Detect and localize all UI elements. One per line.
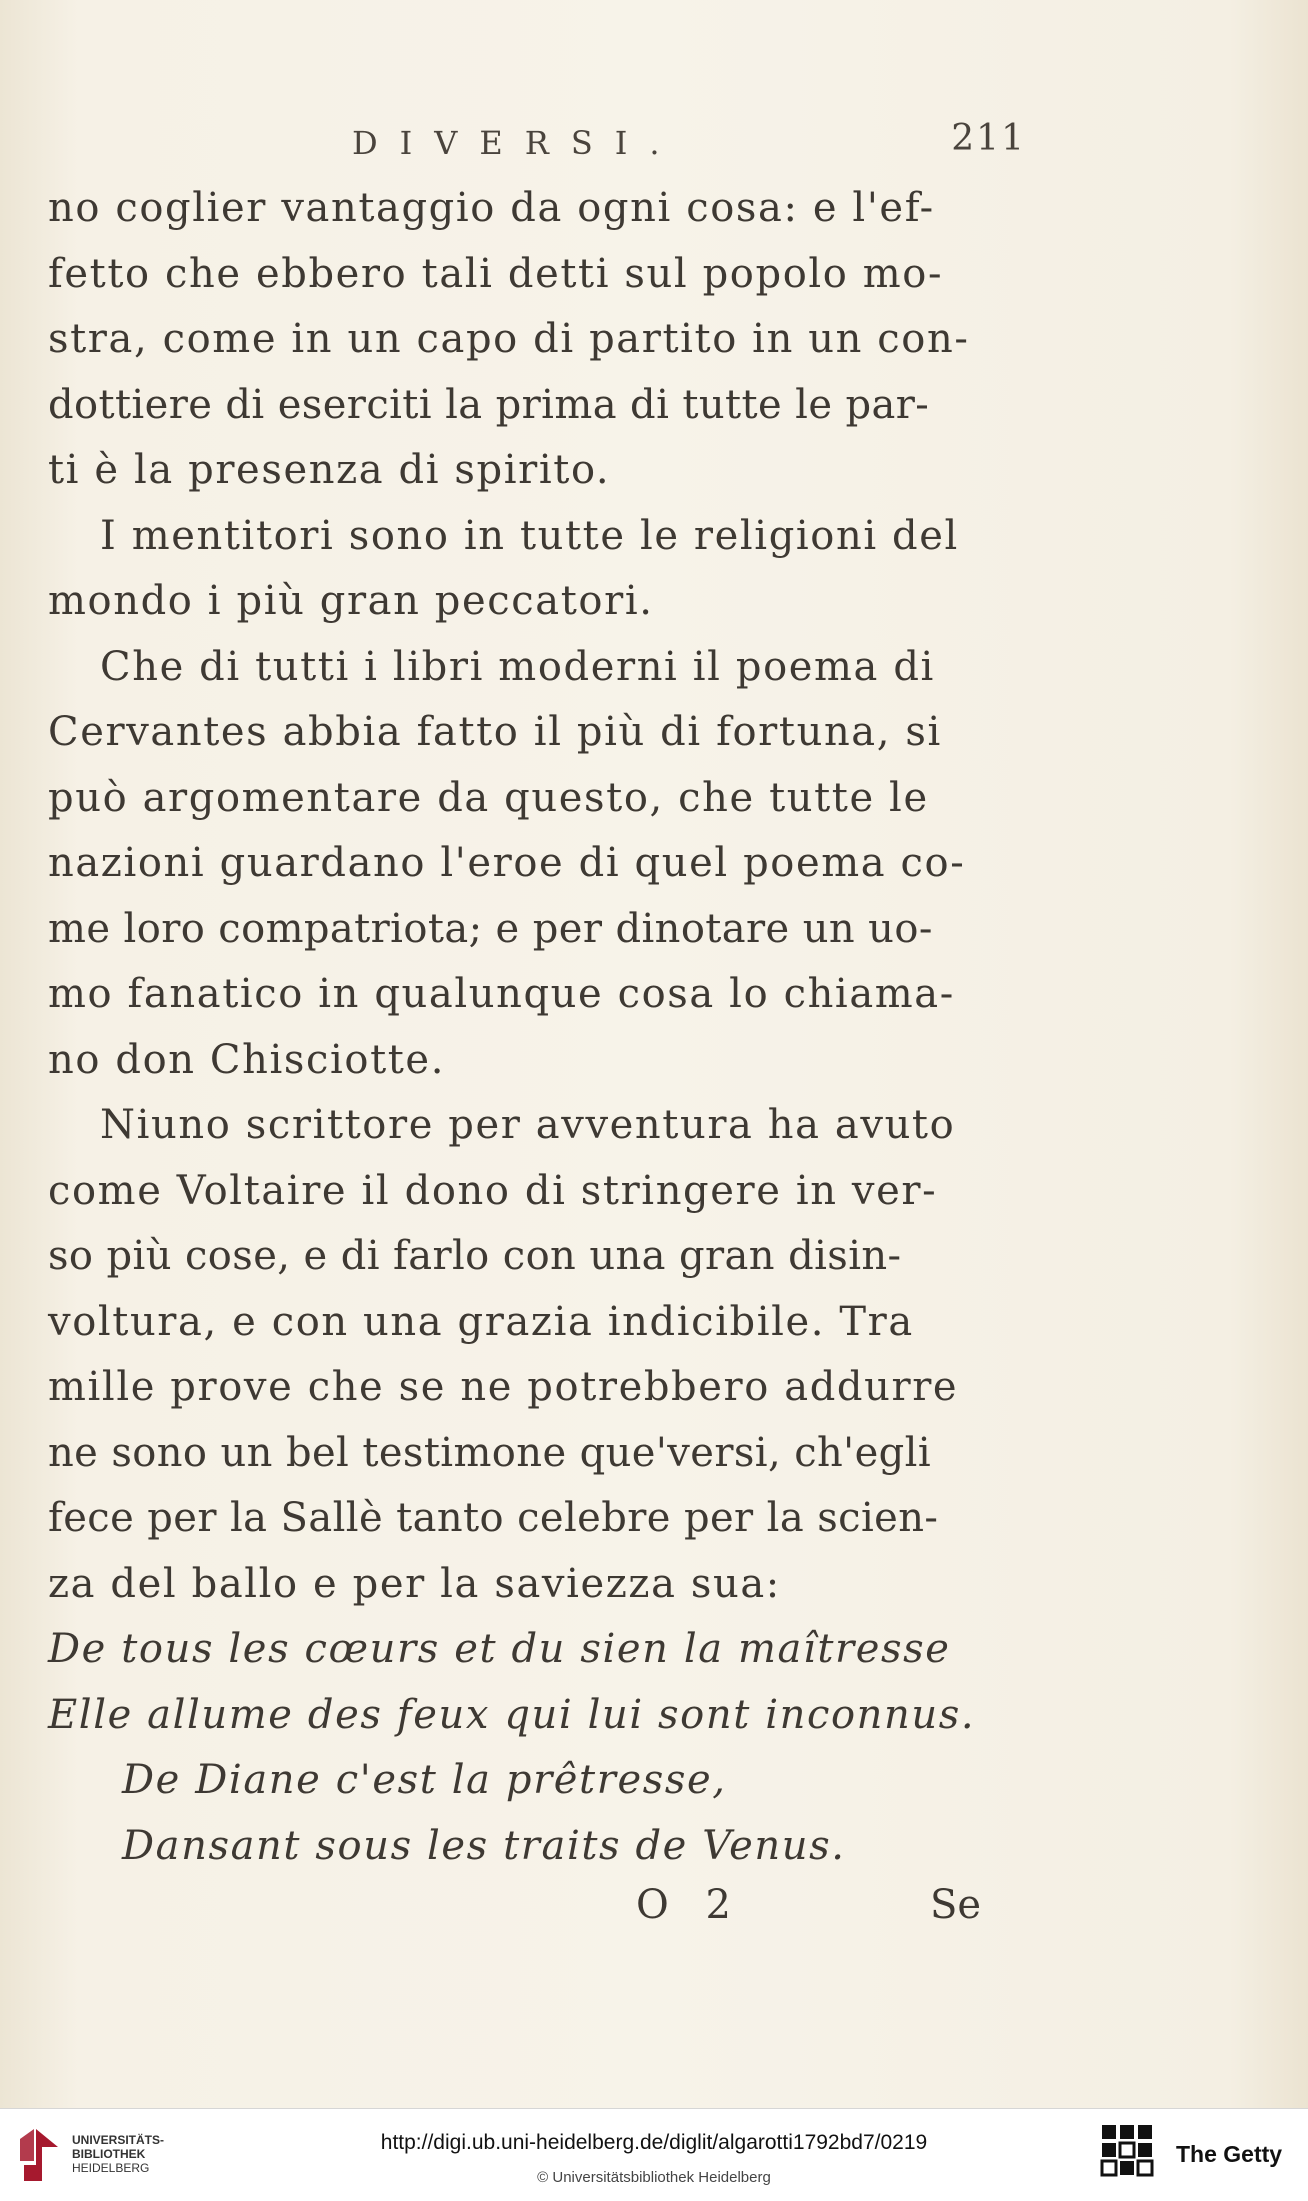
text-line: voltura, e con una grazia indicibile. Tra — [48, 1298, 914, 1345]
library-line: UNIVERSITÄTS- — [72, 2133, 165, 2147]
verse-line: Elle allume des feux qui lui sont inconnus. — [48, 1691, 976, 1738]
text-line: nazioni guardano l'eroe di quel poema co- — [48, 840, 966, 886]
catchword: Se — [930, 1882, 982, 1928]
text-line: stra, come in un capo di partito in un con- — [48, 316, 970, 362]
text-line: no coglier vantaggio da ogni cosa: e l'ef- — [48, 185, 935, 231]
text-line: fece per la Sallè tanto celebre per la scien- — [48, 1495, 939, 1541]
text-line: come Voltaire il dono di stringere in ver- — [48, 1167, 938, 1214]
body-text — [48, 176, 1030, 1879]
text-line: dottiere di eserciti la prima di tutte le par- — [48, 381, 930, 428]
text-line: fetto che ebbero tali detti sul popolo mo- — [48, 250, 944, 297]
text-line: mille prove che se ne potrebbero addurre — [48, 1364, 959, 1410]
getty-name: The Getty — [1176, 2141, 1283, 2167]
verse-line: Dansant sous les traits de Venus. — [122, 1822, 846, 1869]
text-line: no don Chisciotte. — [48, 1036, 446, 1083]
text-line: za del ballo e per la saviezza sua: — [48, 1560, 781, 1607]
copyright-notice: © Universitätsbibliothek Heidelberg — [537, 2169, 771, 2186]
running-title: DIVERSI. — [352, 124, 682, 162]
text-line: me loro compatriota; e per dinotare un uo- — [48, 905, 933, 952]
text-line: mondo i più gran peccatori. — [48, 578, 654, 624]
text-line: può argomentare da questo, che tutte le — [48, 774, 929, 821]
verse-line: De Diane c'est la prêtresse, — [122, 1757, 727, 1803]
signature-mark: O 2 — [636, 1882, 743, 1928]
text-line: mo fanatico in qualunque cosa lo chiama- — [48, 971, 955, 1017]
text-line: so più cose, e di farlo con una gran disin- — [48, 1233, 902, 1279]
paragraph-start: Niuno scrittore per avventura ha avuto — [100, 1102, 956, 1148]
text-line: Cervantes abbia fatto il più di fortuna, si — [48, 709, 942, 755]
page-number: 211 — [951, 118, 1026, 159]
getty-mark-icon — [1098, 2121, 1160, 2191]
verse-line: De tous les cœurs et du sien la maîtresse — [48, 1626, 951, 1672]
library-line: HEIDELBERG — [72, 2161, 150, 2175]
page-signatures — [0, 1882, 1308, 1942]
getty-logo[interactable] — [1098, 2121, 1298, 2191]
paragraph-start: I mentitori sono in tutte le religioni del — [100, 512, 959, 559]
viewer-footer — [0, 2108, 1308, 2201]
text-line: ti è la presenza di spirito. — [48, 447, 611, 493]
paragraph-start: Che di tutti i libri moderni il poema di — [100, 643, 935, 690]
text-line: ne sono un bel testimone que'versi, ch'egli — [48, 1429, 932, 1476]
library-line: BIBLIOTHEK — [72, 2147, 146, 2161]
page-header — [0, 118, 1308, 168]
permalink-url[interactable]: http://digi.ub.uni-heidelberg.de/diglit/algarotti1792bd7/0219 — [380, 2131, 928, 2154]
